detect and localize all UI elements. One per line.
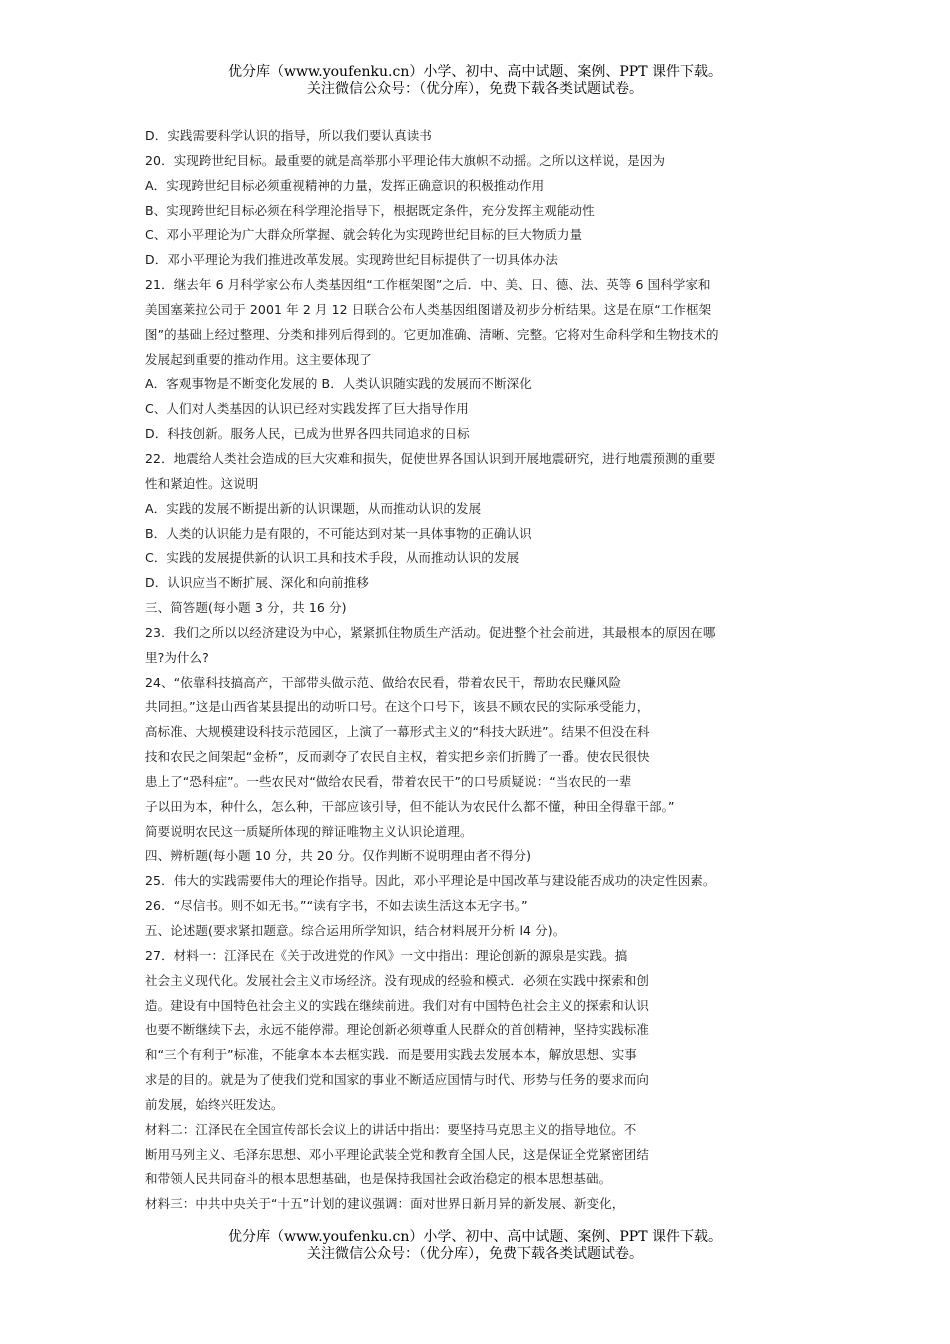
text-line: C、人们对人类基因的认识已经对实践发挥了巨大指导作用: [145, 401, 469, 417]
document-body: [145, 124, 825, 1217]
header-line-1: 优分库（www.youfenku.cn）小学、初中、高中试题、案例、PPT 课件下载。: [227, 64, 722, 80]
text-line: 患上了“恐科症”。一些农民对“做给农民看，带着农民干”的口号质疑说：“当农民的一辈: [145, 773, 632, 789]
text-line: 发展起到重要的推动作用。这主要体现了: [145, 351, 372, 367]
text-line: 27．材料一：江泽民在《关于改进党的作风》一文中指出：理论创新的源泉是实践。搞: [145, 947, 628, 963]
text-line: 22．地震给人类社会造成的巨大灾难和损失，促使世界各国认识到开展地震研究，进行地震预测的重要: [145, 450, 716, 466]
text-line: 五、论述题(要求紧扣题意。综合运用所学知识，结合材料展开分析 l4 分)。: [145, 923, 566, 938]
text-line: 技和农民之间架起“金桥”，反而剥夺了农民自主权，着实把乡亲们折腾了一番。使农民很快: [145, 749, 650, 765]
text-line: 造。建设有中国特色社会主义的实践在继续前进。我们对有中国特色社会主义的探索和认识: [145, 997, 650, 1013]
text-line: C、邓小平理论为广大群众所掌握、就会转化为实现跨世纪目标的巨大物质力量: [145, 227, 583, 243]
text-line: 子以田为本，种什么，怎么种，干部应该引导，但不能认为农民什么都不懂，种田全得靠干部。”: [145, 798, 675, 814]
text-line: 共同担。”这是山西省某县提出的动听口号。在这个口号下，该县不顾农民的实际承受能力，: [145, 699, 650, 715]
text-line: A．实践的发展不断提出新的认识课题，从而推动认识的发展: [145, 500, 482, 516]
text-line: 性和紧迫性。这说明: [145, 475, 259, 491]
text-line: 26．“尽信书。则不如无书。”“读有字书，不如去读生活这本无字书。”: [145, 898, 528, 914]
text-line: 断用马列主义、毛泽东思想、邓小平理论武装全党和教育全国人民，这是保证全党紧密团结: [145, 1146, 650, 1162]
text-line: B、实现跨世纪目标必须在科学理沦指导下，根据既定条件，充分发挥主观能动性: [145, 202, 595, 218]
text-line: 图”的基础上经过整理、分类和排列后得到的。它更加准确、清晰、完整。它将对生命科学和生物技术的: [145, 326, 719, 342]
text-line: 求是的目的。就是为了使我们党和国家的事业不断适应国情与时代、形势与任务的要求而向: [145, 1072, 650, 1088]
page-header: [0, 64, 950, 98]
text-line: 社会主义现代化。发展社会主义市场经济。没有现成的经验和模式．必须在实践中探索和创: [145, 972, 650, 988]
text-line: B．人类的认识能力是有限的，不可能达到对某一具体事物的正确认识: [145, 525, 532, 541]
text-line: 前发展，始终兴旺发达。: [145, 1096, 284, 1112]
text-line: C．实践的发展提供新的认识工具和技术手段，从而推动认识的发展: [145, 550, 520, 566]
footer-line-2: 关注微信公众号：（优分库），免费下载各类试题试卷。: [307, 1246, 643, 1262]
text-line: 和“三个有利于”标准，不能拿本本去框实践．而是要用实践去发展本本，解放思想、实事: [145, 1047, 637, 1063]
text-line: 24、“依靠科技搞高产，干部带头做示范、做给农民看，带着农民干，帮助农民赚风险: [145, 674, 622, 690]
text-line: 材料三：中共中央关于“十五”计划的建议强调：面对世界日新月异的新发展、新变化，: [145, 1196, 625, 1212]
text-line: 材料二：江泽民在全国宣传部长会议上的讲话中指出：要坚持马克思主义的指导地位。不: [145, 1121, 637, 1137]
text-line: 21．继去年 6 月科学家公布人类基因组“工作框架图”之后．中、美、日、德、法、英等 6 国科学家和: [145, 277, 711, 293]
header-line-2: 关注微信公众号：（优分库），免费下载各类试题试卷。: [307, 81, 643, 97]
text-line: A．实现跨世纪目标必须重视精神的力量，发挥正确意识的积极推动作用: [145, 177, 545, 193]
text-line: D．实践需要科学认识的指导，所以我们要认真读书: [145, 128, 432, 143]
text-line: 23．我们之所以以经济建设为中心，紧紧抓住物质生产活动。促进整个社会前进，其最根本的原因在哪: [145, 624, 716, 640]
text-line: 三、简答题(每小题 3 分，共 16 分): [145, 600, 347, 616]
page-footer: [0, 1229, 950, 1263]
text-line: 里?为什么?: [145, 649, 209, 665]
text-line: 简要说明农民这一质疑所体现的辩证唯物主义认识论道理。: [145, 823, 473, 839]
text-line: 20．实现跨世纪目标。最重要的就是高举那小平理论伟大旗帜不动摇。之所以这样说，是因为: [145, 152, 666, 168]
text-line: 四、辨析题(每小题 10 分，共 20 分。仅作判断不说明理由者不得分): [145, 848, 532, 864]
text-line: D．邓小平理论为我们推进改革发展。实现跨世纪目标提供了一切具体办法: [145, 252, 558, 268]
text-line: 也要不断继续下去，永远不能停滞。理论创新必须尊重人民群众的首创精神，坚持实践标准: [145, 1022, 650, 1038]
text-line: 高标准、大规模建设科技示范园区，上演了一幕形式主义的“科技大跃进”。结果不但没在科: [145, 724, 650, 740]
text-line: 25．伟大的实践需要伟大的理论作指导。因此，邓小平理论是中国改革与建设能否成功的决定性因素。: [145, 873, 716, 889]
text-line: 美国塞莱拉公司于 2001 年 2 月 12 日联合公布人类基因组图谱及初步分析结果。这是在原“工作框架: [145, 301, 712, 317]
text-line: A．客观事物是不断变化发展的 B．人类认识随实践的发展而不断深化: [145, 376, 532, 392]
footer-line-1: 优分库（www.youfenku.cn）小学、初中、高中试题、案例、PPT 课件下载。: [227, 1229, 722, 1245]
text-line: D．认识应当不断扩展、深化和向前推移: [145, 575, 369, 591]
text-line: D．科技创新。服务人民，已成为世界各四共同追求的日标: [145, 426, 470, 442]
text-line: 和带领人民共同奋斗的根本思想基础，也是保持我国社会政治稳定的根本思想基础。: [145, 1171, 612, 1187]
